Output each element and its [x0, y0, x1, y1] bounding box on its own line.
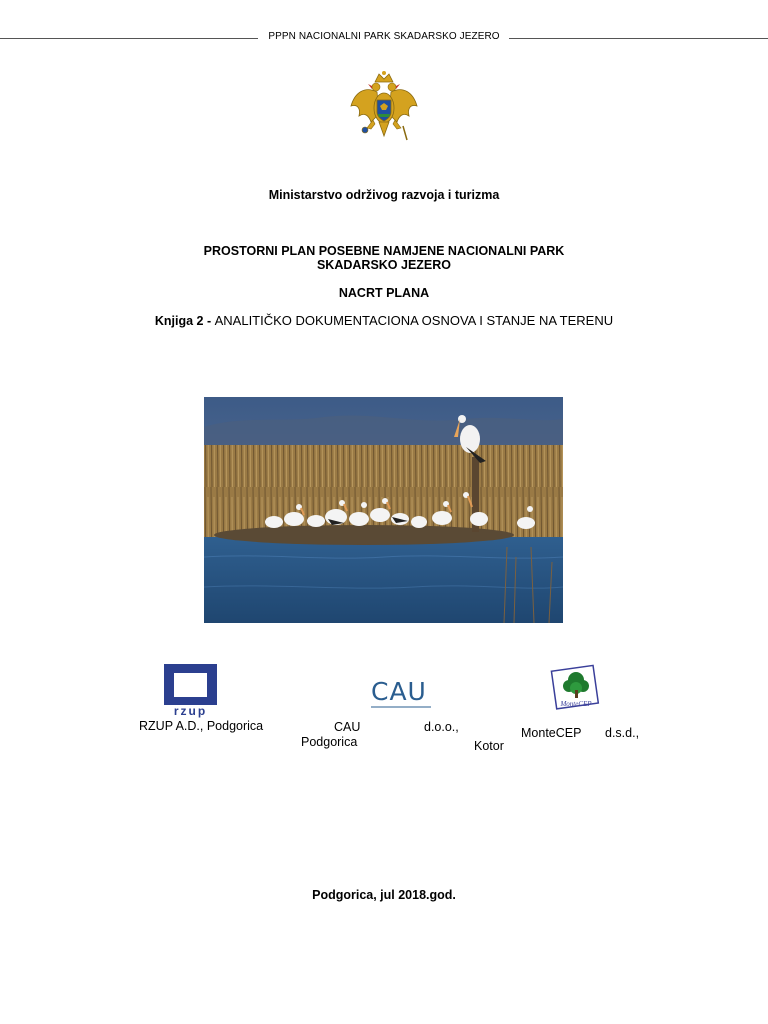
montecep-logo [550, 664, 602, 712]
cau-logo [371, 679, 435, 709]
montecep-logo-text: MonteCEP [560, 700, 592, 708]
ministry-name: Ministarstvo održivog razvoja i turizma [268, 188, 500, 202]
plan-title-line2: SKADARSKO JEZERO [316, 258, 452, 272]
pelicans-photo [204, 397, 563, 623]
cau-caption-city2: Kotor [474, 739, 504, 753]
book-title [0, 313, 768, 328]
running-header-text: PPPN NACIONALNI PARK SKADARSKO JEZERO [262, 31, 505, 42]
cau-caption-name: CAU [334, 720, 361, 734]
book-name: ANALITIČKO DOKUMENTACIONA OSNOVA I STANJE NA TERENU [214, 313, 614, 328]
cau-logo-text: CAU [371, 677, 427, 706]
rzup-logo [164, 664, 217, 718]
cau-caption-city: Podgorica [301, 735, 358, 749]
cau-caption-type: d.o.o., [424, 720, 459, 734]
cau-logo-underline [371, 706, 431, 708]
place-and-date: Podgorica, jul 2018.god. [312, 888, 456, 902]
plan-title-line1: PROSTORNI PLAN POSEBNE NAMJENE NACIONALNI PARK [203, 244, 565, 258]
draft-label: NACRT PLANA [338, 286, 430, 300]
coat-of-arms-emblem [349, 70, 419, 146]
rzup-logo-text: rzup [173, 704, 208, 718]
running-header [0, 31, 768, 42]
montecep-caption-type: d.s.d., [605, 726, 640, 740]
rzup-logo-inner-square [174, 673, 207, 697]
rzup-caption: RZUP A.D., Podgorica [139, 719, 264, 733]
book-prefix: Knjiga 2 - [154, 314, 215, 328]
montecep-caption-name: MonteCEP [521, 726, 582, 740]
